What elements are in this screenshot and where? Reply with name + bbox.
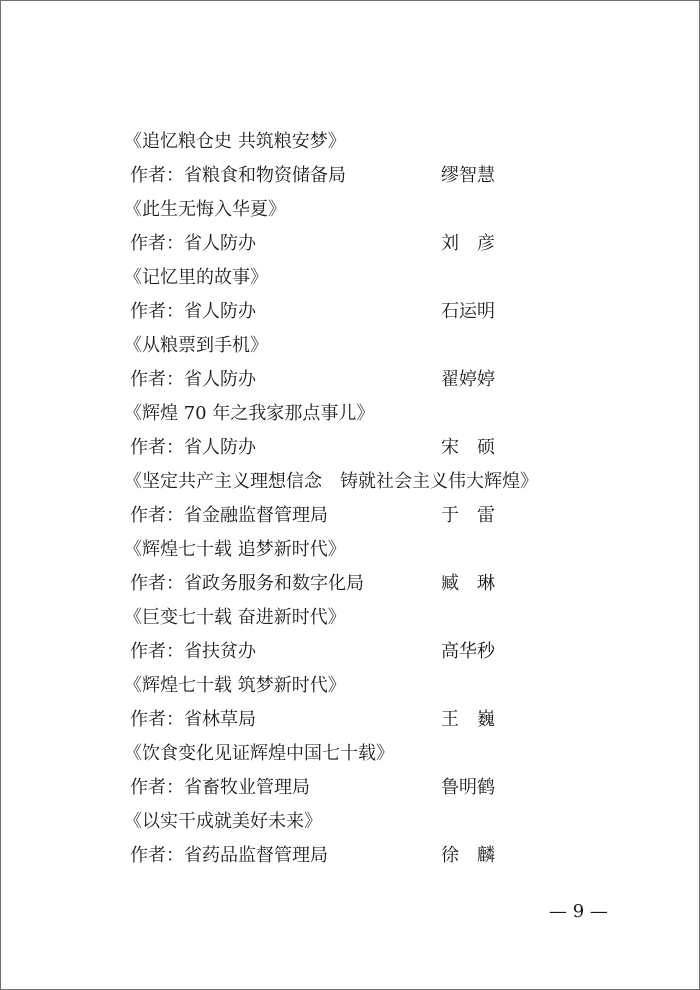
- entry-author-name: 王 巍: [441, 709, 495, 730]
- entry-author-name: 翟婷婷: [441, 369, 495, 390]
- entry-title: 《辉煌 70 年之我家那点事儿》: [124, 403, 375, 424]
- entry-author: 作者：省药品监督管理局: [130, 845, 328, 866]
- entry-title: 《从粮票到手机》: [124, 335, 268, 356]
- entry-author-name: 徐 麟: [441, 845, 495, 866]
- entry-author: 作者：省林草局: [130, 709, 256, 730]
- entry-title: 《坚定共产主义理想信念 铸就社会主义伟大辉煌》: [124, 471, 538, 492]
- entry-author-row: [130, 227, 600, 261]
- entry-author-row: [130, 635, 600, 669]
- entry-author-row: [130, 431, 600, 465]
- entry-author: 作者：省人防办: [130, 369, 256, 390]
- entry-author-row: [130, 363, 600, 397]
- entry-author-name: 宋 硕: [441, 437, 495, 458]
- entry-author-name: 臧 琳: [441, 573, 495, 594]
- entry-author-row: [130, 499, 600, 533]
- entry-author-row: [130, 771, 600, 805]
- entry-author: 作者：省金融监督管理局: [130, 505, 328, 526]
- entry-author-row: [130, 567, 600, 601]
- entry-title: 《辉煌七十载 追梦新时代》: [124, 539, 346, 560]
- entry-author: 作者：省人防办: [130, 437, 256, 458]
- entry-author-row: [130, 159, 600, 193]
- entry-author-name: 鲁明鹤: [441, 777, 495, 798]
- entry-author: 作者：省畜牧业管理局: [130, 777, 310, 798]
- entry-title: 《记忆里的故事》: [124, 267, 268, 288]
- entry-author-row: [130, 703, 600, 737]
- entry-author-name: 高华秒: [441, 641, 495, 662]
- entry-author: 作者：省人防办: [130, 233, 256, 254]
- entry-author-name: 石运明: [441, 301, 495, 322]
- entry-author-name: 刘 彦: [441, 233, 495, 254]
- entry-title: 《辉煌七十载 筑梦新时代》: [124, 675, 346, 696]
- entry-author: 作者：省政务服务和数字化局: [130, 573, 364, 594]
- entry-list: [124, 125, 600, 873]
- entry-title: 《此生无悔入华夏》: [124, 199, 286, 220]
- entry-author-name: 于 雷: [441, 505, 495, 526]
- entry-author: 作者：省人防办: [130, 301, 256, 322]
- entry-title: 《以实干成就美好未来》: [124, 811, 322, 832]
- entry-author: 作者：省粮食和物资储备局: [130, 165, 346, 186]
- entry-author-name: 缪智慧: [441, 165, 495, 186]
- entry-author: 作者：省扶贫办: [130, 641, 256, 662]
- entry-author-row: [130, 295, 600, 329]
- entry-author-row: [130, 839, 600, 873]
- entry-title: 《巨变七十载 奋进新时代》: [124, 607, 346, 628]
- entry-title: 《饮食变化见证辉煌中国七十载》: [124, 743, 394, 764]
- entry-title: 《追忆粮仓史 共筑粮安梦》: [124, 131, 346, 152]
- page-number: — 9 —: [549, 901, 608, 922]
